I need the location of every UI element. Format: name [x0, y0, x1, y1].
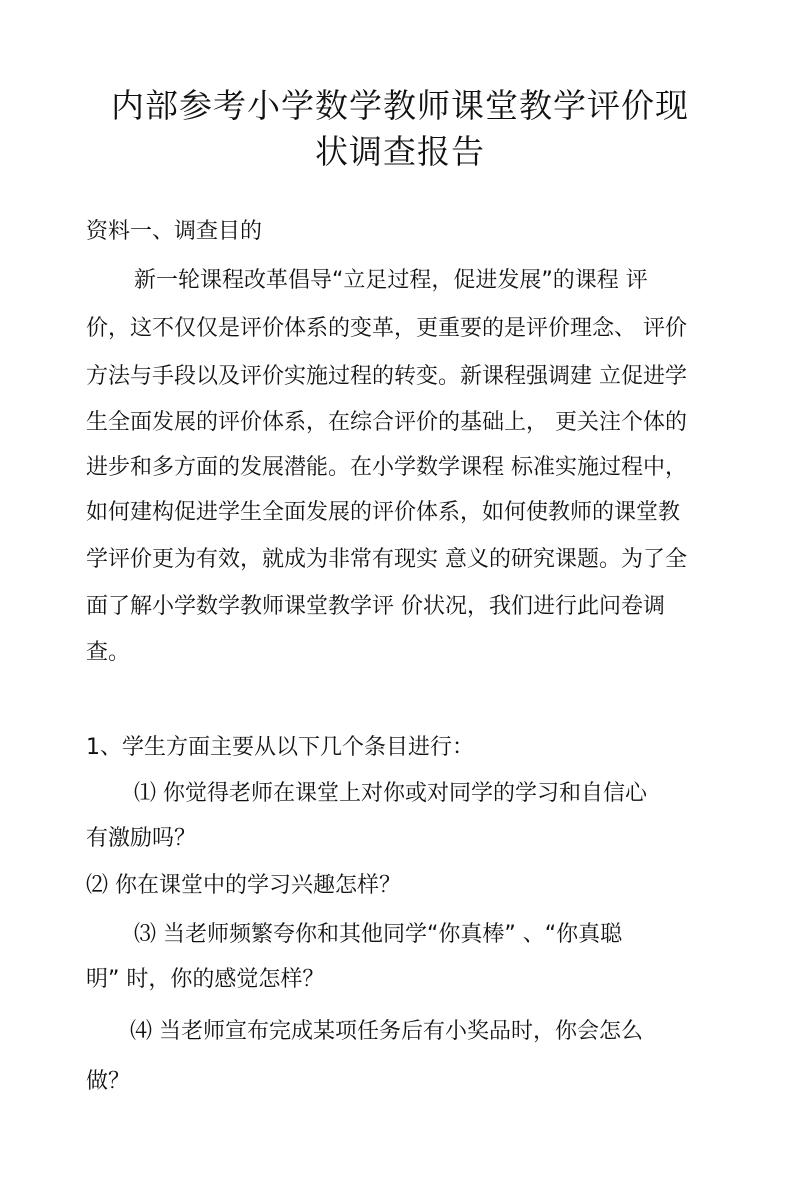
- document-title-line-1: 内部参考小学数学教师课堂教学评价现: [111, 86, 689, 125]
- document-title-line-2: 状调查报告: [315, 132, 485, 171]
- paragraph-line: 生全面发展的评价体系，在综合评价的基础上， 更关注个体的: [86, 410, 687, 435]
- paragraph-line: 如何建构促进学生全面发展的评价体系，如何使教师的课堂教: [86, 500, 681, 525]
- question-line: 做？: [86, 1069, 131, 1094]
- question-line: ⑷ 当老师宣布完成某项任务后有小奖品时，你会怎么: [130, 1019, 643, 1044]
- paragraph-line: 学评价更为有效，就成为非常有现实 意义的研究课题。为了全: [86, 547, 687, 572]
- paragraph-line: 面了解小学数学教师课堂教学评 价状况，我们进行此问卷调: [86, 594, 665, 619]
- paragraph-line: 价，这不仅仅是评价体系的变革，更重要的是评价理念、 评价: [86, 316, 687, 341]
- section-heading: 资料一、调查目的: [86, 219, 263, 244]
- paragraph-line: 进步和多方面的发展潜能。在小学数学课程 标准实施过程中，: [86, 455, 687, 480]
- paragraph-line: 方法与手段以及评价实施过程的转变。新课程强调建 立促进学: [86, 364, 687, 389]
- question-line: ⑴ 你觉得老师在课堂上对你或对同学的学习和自信心: [134, 781, 647, 806]
- paragraph-line: 新一轮课程改革倡导“立足过程，促进发展”的课程 评: [134, 268, 648, 293]
- student-section-heading: 1、学生方面主要从以下几个条目进行：: [86, 735, 474, 760]
- question-line: ⑶ 当老师频繁夸你和其他同学“你真棒” 、“你真聪: [134, 922, 623, 947]
- paragraph-line: 查。: [86, 640, 131, 665]
- question-line: 明” 时，你的感觉怎样？: [86, 967, 325, 992]
- question-line: 有激励吗？: [86, 826, 197, 851]
- question-line: ⑵ 你在课堂中的学习兴趣怎样？: [86, 873, 401, 898]
